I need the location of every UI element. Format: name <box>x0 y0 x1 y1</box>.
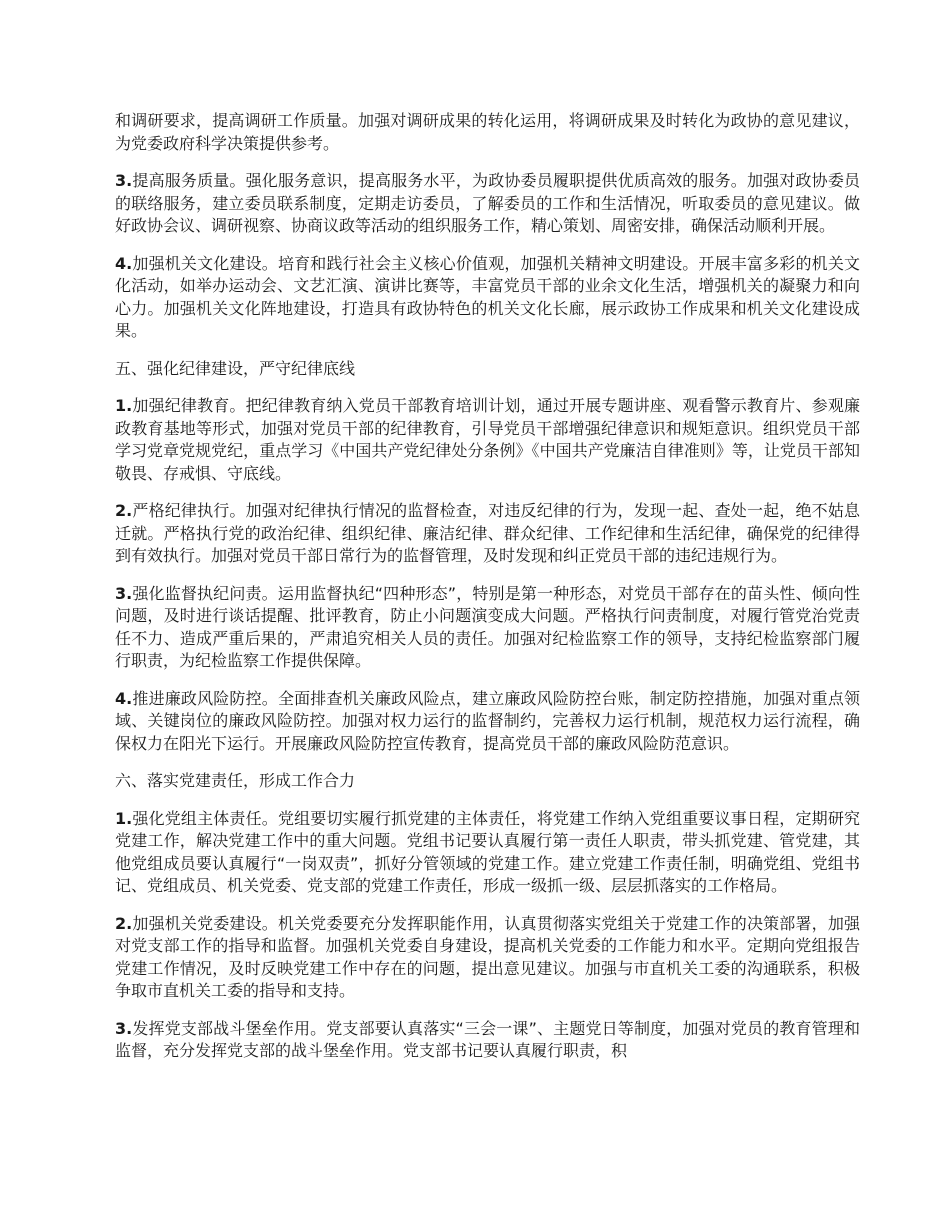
item-number: 3. <box>115 171 133 190</box>
section-heading: 五、强化纪律建设，严守纪律底线 <box>115 358 356 378</box>
item-number: 2. <box>115 913 133 933</box>
item-number: 4. <box>115 688 133 708</box>
list-item <box>115 913 860 1003</box>
item-number: 3. <box>115 1018 133 1038</box>
section-heading: 六、落实党建责任，形成工作合力 <box>115 771 356 790</box>
item-text: 严格纪律执行。加强对纪律执行情况的监督检查，对违反纪律的行为，发现一起、查处一起，绝不姑息迁就。严格执行党的政治纪律、组织纪律、廉洁纪律、群众纪律、工作纪律和生活纪律，确保党的纪律得到有效执行。加强对党员干部日常行为的监督管理，及时发现和纠正党员干部的违纪违规行为。 <box>115 501 860 565</box>
list-item <box>115 808 860 898</box>
item-number: 1. <box>115 808 133 828</box>
item-text: 强化党组主体责任。党组要切实履行抓党建的主体责任，将党建工作纳入党组重要议事日程，定期研究党建工作，解决党建工作中的重大问题。党组书记要认真履行第一责任人职责，带头抓党建、管党建，其他党组成员要认真履行“一岗双责”，抓好分管领域的党建工作。建立党建工作责任制，明确党组、党组书记、党组成员、机关党委、党支部的党建工作责任，形成一级抓一级、层层抓落实的工作格局。 <box>115 808 860 895</box>
item-text: 强化监督执纪问责。运用监督执纪“四种形态”，特别是第一种形态，对党员干部存在的苗头性、倾向性问题，及时进行谈话提醒、批评教育，防止小问题演变成大问题。严格执行问责制度，对履行管党治党责任不力、造成严重后果的，严肃追究相关人员的责任。加强对纪检监察工作的领导，支持纪检监察部门履行职责，为纪检监察工作提供保障。 <box>115 583 860 670</box>
item-text: 发挥党支部战斗堡垒作用。党支部要认真落实“三会一课”、主题党日等制度，加强对党员的教育管理和监督，充分发挥党支部的战斗堡垒作用。党支部书记要认真履行职责，积 <box>115 1018 860 1060</box>
list-item <box>115 170 860 238</box>
list-item <box>115 1018 860 1063</box>
item-text: 加强机关党委建设。机关党委要充分发挥职能作用，认真贯彻落实党组关于党建工作的决策部署，加强对党支部工作的指导和监督。加强机关党委自身建设，提高机关党委的工作能力和水平。定期向党组报告党建工作情况，及时反映党建工作中存在的问题，提出意见建议。加强与市直机关工委的沟通联系，积极争取市直机关工委的指导和支持。 <box>115 913 860 1000</box>
list-item <box>115 395 860 485</box>
list-item <box>115 253 860 343</box>
list-item <box>115 688 860 756</box>
item-number: 4. <box>115 253 133 273</box>
document-page <box>115 110 860 1078</box>
item-number: 3. <box>115 583 133 603</box>
item-text: 推进廉政风险防控。全面排查机关廉政风险点，建立廉政风险防控台账，制定防控措施，加强对重点领域、关键岗位的廉政风险防控。加强对权力运行的监督制约，完善权力运行机制，规范权力运行流程，确保权力在阳光下运行。开展廉政风险防控宣传教育，提高党员干部的廉政风险防范意识。 <box>115 688 860 753</box>
item-number: 1. <box>115 396 133 415</box>
paragraph-continuation: 和调研要求，提高调研工作质量。加强对调研成果的转化运用，将调研成果及时转化为政协的意见建议，为党委政府科学决策提供参考。 <box>115 111 860 153</box>
list-item <box>115 583 860 673</box>
item-number: 2. <box>115 501 133 520</box>
item-text: 提高服务质量。强化服务意识，提高服务水平，为政协委员履职提供优质高效的服务。加强对政协委员的联络服务，建立委员联系制度，定期走访委员，了解委员的工作和生活情况，听取委员的意见建议。做好政协会议、调研视察、协商议政等活动的组织服务工作，精心策划、周密安排，确保活动顺利开展。 <box>115 171 860 235</box>
item-text: 加强纪律教育。把纪律教育纳入党员干部教育培训计划，通过开展专题讲座、观看警示教育片、参观廉政教育基地等形式，加强对党员干部的纪律教育，引导党员干部增强纪律意识和规矩意识。组织党员干部学习党章党规党纪，重点学习《中国共产党纪律处分条例》《中国共产党廉洁自律准则》等，让党员干部知敬畏、存戒惧、守底线。 <box>115 396 860 483</box>
list-item <box>115 500 860 568</box>
item-text: 加强机关文化建设。培育和践行社会主义核心价值观，加强机关精神文明建设。开展丰富多彩的机关文化活动，如举办运动会、文艺汇演、演讲比赛等，丰富党员干部的业余文化生活，增强机关的凝聚力和向心力。加强机关文化阵地建设，打造具有政协特色的机关文化长廊，展示政协工作成果和机关文化建设成果。 <box>115 253 860 340</box>
